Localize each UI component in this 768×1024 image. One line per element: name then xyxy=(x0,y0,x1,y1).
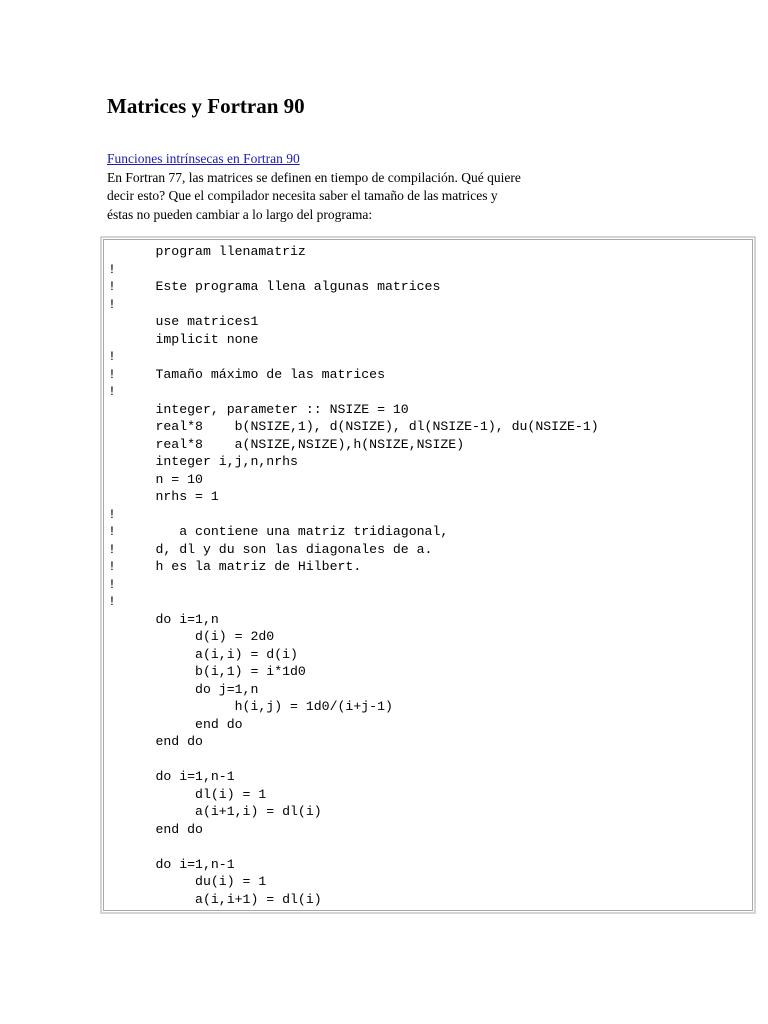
code-line: end do xyxy=(108,716,243,732)
code-line: n = 10 xyxy=(108,471,203,487)
code-line: a(i,i+1) = dl(i) xyxy=(108,891,322,907)
intro-line: éstas no pueden cambiar a lo largo del programa: xyxy=(107,206,373,222)
code-line: a(i,i) = d(i) xyxy=(108,646,298,662)
code-line: ! xyxy=(108,349,116,364)
code-line: do i=1,n-1 xyxy=(108,856,235,872)
code-line: ! xyxy=(108,576,116,592)
code-line: end do xyxy=(108,734,203,749)
code-line: do i=1,n xyxy=(108,611,219,627)
code-line: b(i,1) = i*1d0 xyxy=(108,664,306,679)
code-line: ! Este programa llena algunas matrices xyxy=(108,279,441,294)
code-line: real*8 a(NSIZE,NSIZE),h(NSIZE,NSIZE) xyxy=(108,436,465,452)
code-line: h(i,j) = 1d0/(i+j-1) xyxy=(108,699,393,714)
code-line: real*8 b(NSIZE,1), d(NSIZE), dl(NSIZE-1), du(NSIZE-1) xyxy=(108,419,599,434)
code-line: ! xyxy=(108,261,116,277)
code-line: nrhs = 1 xyxy=(108,489,219,504)
code-line: do i=1,n-1 xyxy=(108,769,235,784)
code-line: ! a contiene una matriz tridiagonal, xyxy=(108,524,449,539)
code-line: ! xyxy=(108,594,116,609)
code-line: integer i,j,n,nrhs xyxy=(108,454,298,469)
code-line: do j=1,n xyxy=(108,681,259,697)
code-line: ! xyxy=(108,296,116,312)
code-line: ! Tamaño máximo de las matrices xyxy=(108,366,385,382)
intro-line: decir esto? Que el compilador necesita saber el tamaño de las matrices y xyxy=(107,188,498,203)
code-line: ! xyxy=(108,506,116,522)
code-line: ! h es la matriz de Hilbert. xyxy=(108,559,362,574)
code-line: ! d, dl y du son las diagonales de a. xyxy=(108,541,433,557)
code-block-inner xyxy=(103,239,753,911)
code-line: end do xyxy=(108,821,203,837)
code-line: ! xyxy=(108,384,116,399)
code-line xyxy=(108,751,752,769)
code-line: a(i+1,i) = dl(i) xyxy=(108,804,322,819)
code-block xyxy=(100,236,756,914)
intrinsic-functions-link[interactable]: Funciones intrínsecas en Fortran 90 xyxy=(107,151,300,166)
intro-paragraph xyxy=(107,150,587,224)
code-line: du(i) = 1 xyxy=(108,874,267,889)
code-line: use matrices1 xyxy=(108,314,259,329)
code-line: implicit none xyxy=(108,331,259,347)
code-line: program llenamatriz xyxy=(108,244,306,259)
code-line: integer, parameter :: NSIZE = 10 xyxy=(108,401,409,417)
code-line xyxy=(108,838,752,856)
intro-line: En Fortran 77, las matrices se definen en tiempo de compilación. Qué quiere xyxy=(107,169,521,185)
code-line: dl(i) = 1 xyxy=(108,786,267,802)
page-title: Matrices y Fortran 90 xyxy=(107,94,305,118)
code-line: d(i) = 2d0 xyxy=(108,629,275,644)
